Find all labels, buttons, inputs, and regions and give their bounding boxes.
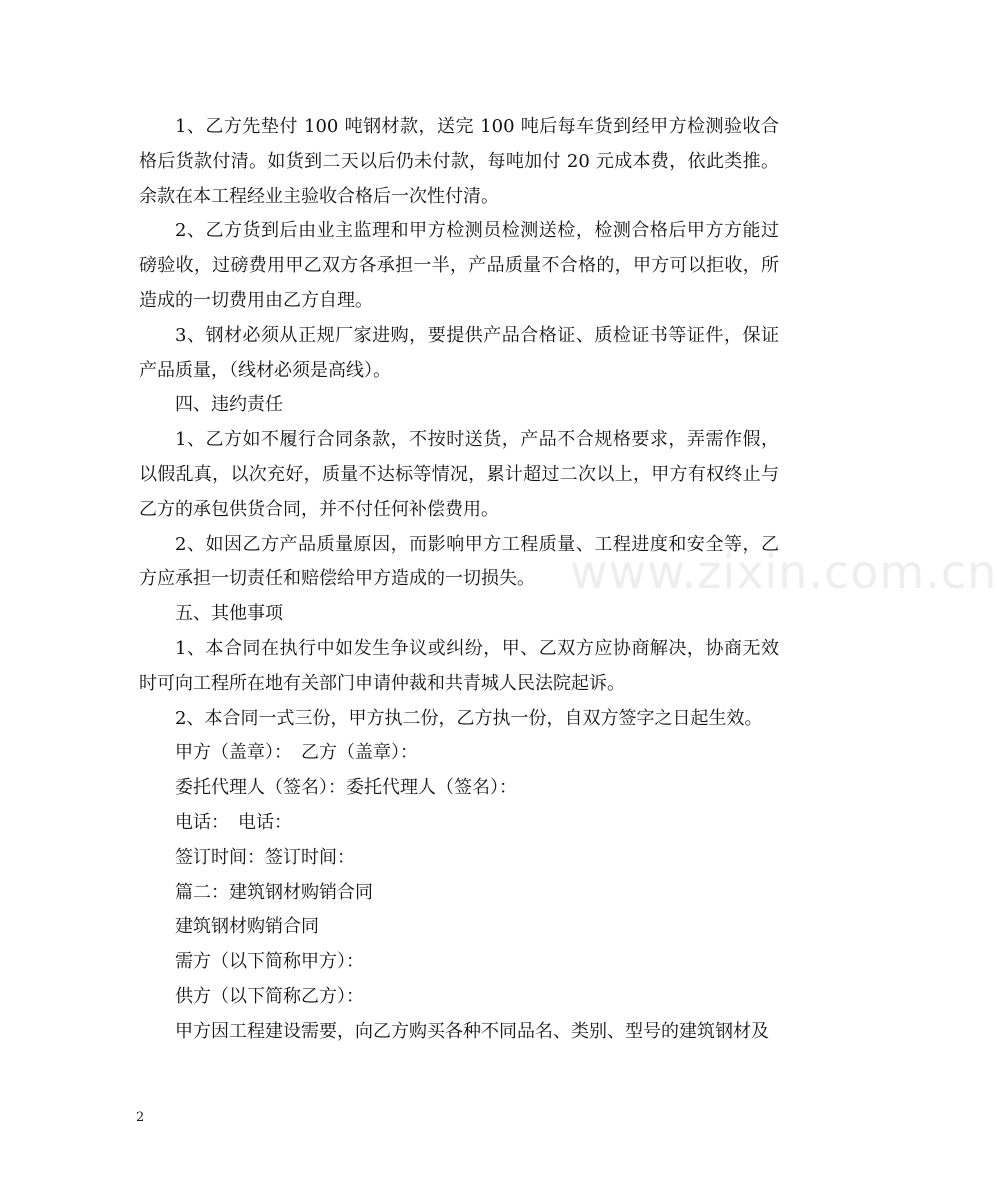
signature-seal-line: 甲方（盖章）： 乙方（盖章）： (175, 742, 418, 764)
signature-agent-line: 委托代理人（签名）：委托代理人（签名）： (175, 777, 517, 799)
paragraph-purchase-intro: 甲方因工程建设需要，向乙方购买各种不同品名、类别、型号的建筑钢材及 (175, 1020, 769, 1042)
section-heading-part-two: 篇二：建筑钢材购销合同 (175, 881, 373, 903)
paragraph-disputes: 1、本合同在执行中如发生争议或纠纷，甲、乙双方应协商解决，协商无效时可向工程所在地有关部门申请仲裁和共青城人民法院起诉。 (139, 637, 779, 694)
section-heading-other-matters: 五、其他事项 (175, 603, 283, 625)
section-heading-liability: 四、违约责任 (175, 394, 283, 416)
watermark: www.zixin.com.cn (570, 545, 997, 599)
supplier-line: 供方（以下简称乙方）： (175, 985, 364, 1007)
paragraph-inspection: 2、乙方货到后由业主监理和甲方检测员检测送检，检测合格后甲方方能过磅验收，过磅费用甲乙双方各承担一半，产品质量不合格的，甲方可以拒收，所造成的一切费用由乙方自理。 (139, 220, 779, 311)
paragraph-breach: 1、乙方如不履行合同条款，不按时送货，产品不合规格要求，弄需作假，以假乱真，以次充好，质量不达标等情况，累计超过二次以上，甲方有权终止与乙方的承包供货合同，并不付任何补偿费用。 (139, 429, 779, 520)
signature-date-line: 签订时间：签订时间： (175, 846, 355, 868)
paragraph-copies: 2、本合同一式三份，甲方执二份，乙方执一份，自双方签字之日起生效。 (175, 707, 763, 729)
buyer-line: 需方（以下简称甲方）： (175, 951, 364, 973)
paragraph-compensation: 2、如因乙方产品质量原因，而影响甲方工程质量、工程进度和安全等，乙方应承担一切责任和赔偿给甲方造成的一切损失。 (139, 533, 779, 590)
contract-title: 建筑钢材购销合同 (175, 916, 319, 938)
signature-phone-line: 电话： 电话： (175, 811, 292, 833)
page-number: 2 (136, 1110, 145, 1125)
document-body (139, 110, 779, 1050)
paragraph-quality-certificates: 3、钢材必须从正规厂家进购，要提供产品合格证、质检证书等证件，保证产品质量，（线材必须是高线）。 (139, 324, 779, 381)
paragraph-prepayment: 1、乙方先垫付 100 吨钢材款，送完 100 吨后每车货到经甲方检测验收合格后货款付清。如货到二天以后仍未付款，每吨加付 20 元成本费，依此类推。余款在本工程经业主验收合格后一次性付清。 (139, 116, 779, 207)
